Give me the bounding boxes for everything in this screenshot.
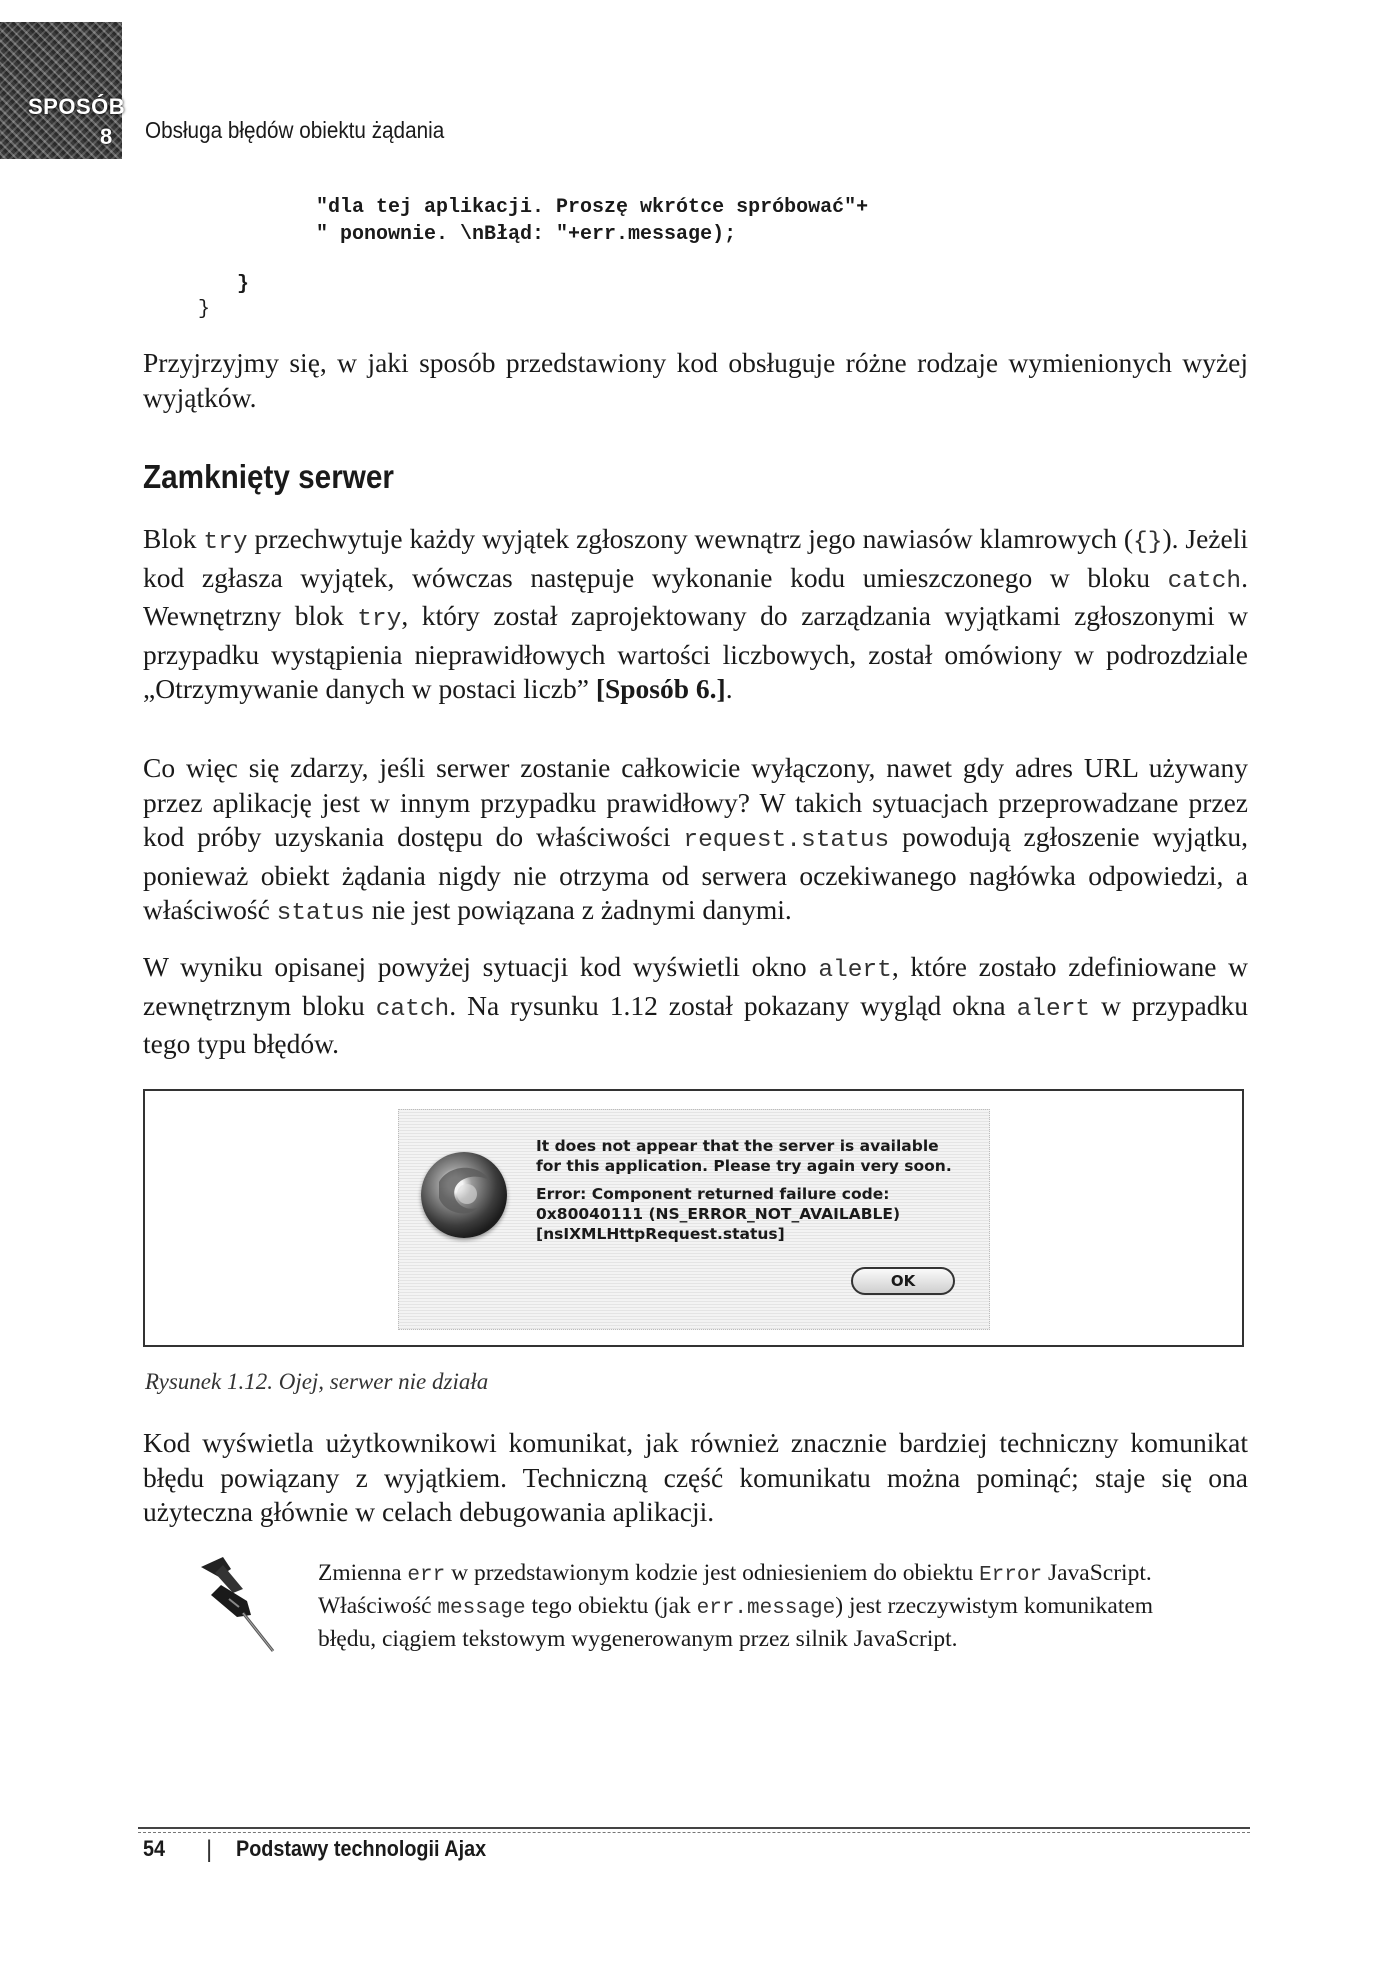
figure-caption: Rysunek 1.12. Ojej, serwer nie działa [145,1369,489,1394]
page-number: 54 [143,1836,166,1861]
code-line: " ponownie. \nBłąd: "+err.message); [316,223,737,246]
paragraph: W wyniku opisanej powyżej sytuacji kod wyświetli okno alert, które zostało zdefiniowane w zewnętrznym bloku catch. Na rysunku 1.12 został pokazany wygląd okna alert w przypadku tego typu błędów. [143,951,1248,1059]
cross-reference: [Sposób 6.] [595,673,726,704]
footer-rule [138,1827,1250,1829]
sposob-number: 8 [100,124,113,149]
alert-dialog-screenshot [398,1109,990,1330]
alert-line: for this application. Please try again very soon. [536,1157,952,1175]
sposob-label: SPOSÓB [28,94,126,119]
sposob-badge [0,22,126,159]
alert-line: 0x80040111 (NS_ERROR_NOT_AVAILABLE) [536,1205,901,1223]
code-line: } [237,273,250,296]
footer-rule-dashed [138,1832,1250,1833]
book-title: Podstawy technologii Ajax [236,1836,487,1861]
ok-button: OK [851,1267,955,1295]
firefox-icon [421,1152,507,1238]
intro-paragraph: Przyjrzyjmy się, w jaki sposób przedstawiony kod obsługuje różne rodzaje wymienionych wyżej wyjątków. [143,347,1248,413]
pushpin-icon [193,1555,283,1655]
paragraph: Co więc się zdarzy, jeśli serwer zostanie całkowicie wyłączony, nawet gdy adres URL używany przez aplikację jest w innym przypadku prawidłowy? W takich sytuacjach przeprowadzane przez kod próby uzyskania dostępu do właściwości request.status powodują zgłoszenie wyjątku, ponieważ obiekt żądania nigdy nie otrzyma od serwera oczekiwanego nagłówka odpowiedzi, a właściwość status nie jest powiązana z żadnymi danymi. [143,752,1248,927]
paragraph: Blok try przechwytuje każdy wyjątek zgłoszony wewnątrz jego nawiasów klamrowych ({}). Jeżeli kod zgłasza wyjątek, wówczas następuje wykonanie kodu umieszczonego w bloku catch. Wewnętrzny blok try, który został zaprojektowany do zarządzania wyjątkami zgłoszonymi w przypadku wystąpienia nieprawidłowych wartości liczbowych, został omówiony w podrozdziale „Otrzymywanie danych w postaci liczb” [Sposób 6.]. [143,523,1248,704]
section-heading: Zamknięty serwer [143,458,394,495]
alert-line: [nsIXMLHttpRequest.status] [536,1225,785,1243]
running-header: Obsługa błędów obiektu żądania [145,117,445,143]
code-line: "dla tej aplikacji. Proszę wkrótce spróbować"+ [316,196,869,219]
alert-line: Error: Component returned failure code: [536,1185,890,1203]
alert-line: It does not appear that the server is available [536,1137,939,1155]
alert-message [536,1136,976,1244]
note-text: Zmienna err w przedstawionym kodzie jest odniesieniem do obiektu Error JavaScript. Właściwość message tego obiektu (jak err.message) jest rzeczywistym komunikatem błędu, ciągiem tekstowym wygenerowanym przez silnik JavaScript. [318,1560,1154,1652]
code-line: } [198,298,211,321]
paragraph: Kod wyświetla użytkownikowi komunikat, jak również znacznie bardziej techniczny komunikat błędu powiązany z wyjątkiem. Techniczną część komunikatu można pominąć; staje się ona użyteczna głównie w celach debugowania aplikacji. [143,1427,1248,1527]
footer-separator: | [206,1836,213,1863]
